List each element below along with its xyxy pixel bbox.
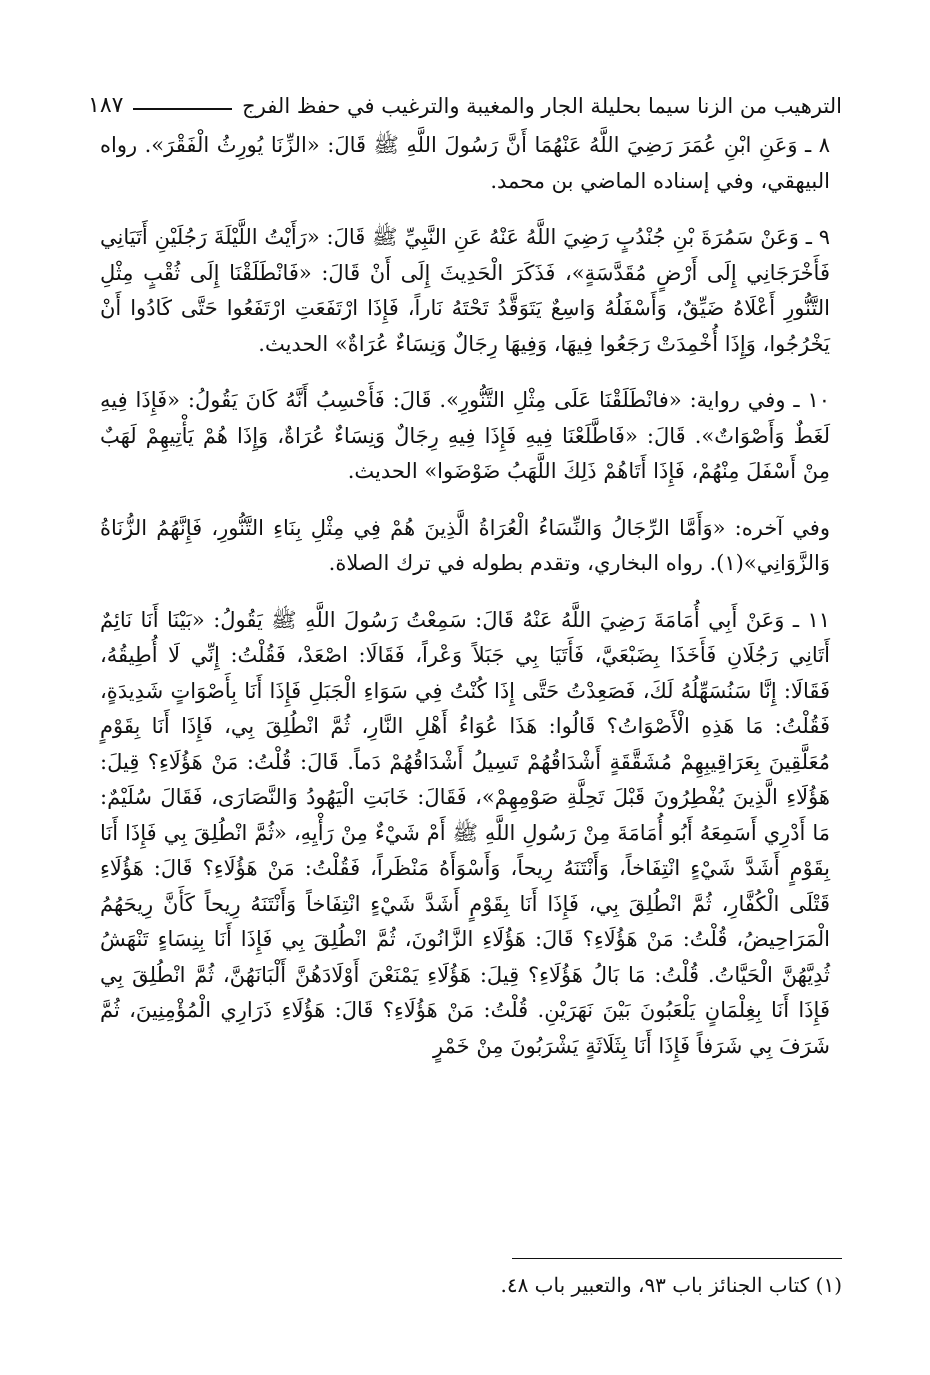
hadith-10: ١٠ ـ وفي رواية: «فانْطَلَقْنَا عَلَى مِثْلِ التَّنُّورِ». قَالَ: فَأَحْسِبُ أَنَّهُ كَانَ يَقُولُ: «فَإِذَا فِيهِ لَغَطٌ وَأَصْوَاتٌ». قَالَ: «فَاطَّلَعْنَا فِيهِ فَإِذَا فِيهِ رِجَالٌ وَنِسَاءٌ عُرَاةٌ، وَإِذَا هُمْ يَأْتِيهِمْ لَهَبٌ مِنْ أَسْفَلَ مِنْهُمْ، فَإِذَا أَتَاهُمْ ذَلِكَ اللَّهَبُ ضَوْضَوا» الحديث. — [100, 388, 830, 483]
footnote — [88, 1270, 842, 1300]
footnote-text: كتاب الجنائز باب ٩٣، والتعبير باب ٤٨. — [500, 1273, 810, 1297]
running-header — [88, 78, 842, 118]
page-number: ١٨٧ — [88, 93, 124, 118]
footnote-separator — [512, 1258, 842, 1259]
hadith-11: ١١ ـ وَعَنْ أَبِي أُمَامَةَ رَضِيَ اللَّهُ عَنْهُ قَالَ: سَمِعْتُ رَسُولَ اللَّهِ ﷺ يَقُولُ: «بَيْنَا أَنَا نَائِمٌ أَتَانِي رَجُلَانِ فَأَخَذَا بِضَبْعَيَّ، فَأَتَيَا بِي جَبَلاً وَعْراً، فَقَالَا: اصْعَدْ، فَقُلْتُ: إِنِّي لَا أُطِيقُهُ، فَقَالَا: إِنَّا سَنُسَهِّلُهُ لَكَ، فَصَعِدْتُ حَتَّى إِذَا كُنْتُ فِي سَوَاءِ الْجَبَلِ فَإِذَا أَنَا بِأَصْوَاتٍ شَدِيدَةٍ، فَقُلْتُ: مَا هَذِهِ الْأَصْوَاتُ؟ قَالُوا: هَذَا عُوَاءُ أَهْلِ النَّارِ، ثُمَّ انْطُلِقَ بِي، فَإِذَا أَنَا بِقَوْمٍ مُعَلَّقِينَ بِعَرَاقِيبِهِمْ مُشَقَّقَةٍ أَشْدَاقُهُمْ تَسِيلُ أَشْدَاقُهُمْ دَماً. قَالَ: قُلْتُ: مَنْ هَؤُلَاءِ؟ قِيلَ: هَؤُلَاءِ الَّذِينَ يُفْطِرُونَ قَبْلَ تَحِلَّةِ صَوْمِهِمْ»، فَقَالَ: خَابَتِ الْيَهُودُ وَالنَّصَارَى، فَقَالَ سُلَيْمٌ: مَا أَدْرِي أَسَمِعَهُ أَبُو أُمَامَةَ مِنْ رَسُولِ اللَّهِ ﷺ أَمْ شَيْءٌ مِنْ رَأْيِهِ، «ثُمَّ انْطُلِقَ بِي فَإِذَا أَنَا بِقَوْمٍ أَشَدَّ شَيْءٍ انْتِفَاخاً، وَأَنْتَنَهُ رِيحاً، وَأَسْوَأَهُ مَنْظَراً، فَقُلْتُ: مَنْ هَؤُلَاءِ؟ قَالَ: هَؤُلَاءِ قَتْلَى الْكُفَّارِ، ثُمَّ انْطُلِقَ بِي، فَإِذَا أَنَا بِقَوْمٍ أَشَدَّ شَيْءٍ انْتِفَاخاً وَأَنْتَنَهُ رِيحاً كَأَنَّ رِيحَهُمُ الْمَرَاحِيضُ، قُلْتُ: مَنْ هَؤُلَاءِ؟ قَالَ: هَؤُلَاءِ الزَّانُونَ، ثُمَّ انْطُلِقَ بِي فَإِذَا أَنَا بِنِسَاءٍ تَنْهَشُ ثُدِيَّهُنَّ الْحَيَّاتُ. قُلْتُ: مَا بَالُ هَؤُلَاءِ؟ قِيلَ: هَؤُلَاءِ يَمْنَعْنَ أَوْلَادَهُنَّ أَلْبَانَهُنَّ، ثُمَّ انْطُلِقَ بِي فَإِذَا أَنَا بِغِلْمَانٍ يَلْعَبُونَ بَيْنَ نَهَرَيْنِ. قُلْتُ: مَنْ هَؤُلَاءِ؟ قَالَ: هَؤُلَاءِ ذَرَارِي الْمُؤْمِنِينَ، ثُمَّ شَرَفَ بِي شَرَفاً فَإِذَا أَنَا بِثَلَاثَةٍ يَشْرَبُونَ مِنْ خَمْرٍ — [100, 607, 830, 1058]
footnote-marker: (١) — [815, 1273, 842, 1297]
header-rule — [133, 108, 232, 110]
hadith-8: ٨ ـ وَعَنِ ابْنِ عُمَرَ رَضِيَ اللَّهُ عَنْهُمَا أَنَّ رَسُولَ اللَّهِ ﷺ قَالَ: «الزِّنَا يُورِثُ الْفَقْرَ». رواه البيهقي، وفي إسناده الماضي بن محمد. — [100, 133, 830, 193]
page-body — [100, 128, 830, 1064]
header-title: الترهيب من الزنا سيما بحليلة الجار والمغيبة والترغيب في حفظ الفرج — [242, 94, 842, 118]
hadith-10-ending: وفي آخره: «وَأَمَّا الرِّجَالُ وَالنِّسَاءُ الْعُرَاةُ الَّذِينَ هُمْ فِي مِثْلِ بِنَاءِ التَّنُّورِ، فَإِنَّهُمُ الزُّنَاةُ وَالزَّوَانِي»(١). رواه البخاري، وتقدم بطوله في ترك الصلاة. — [100, 515, 830, 575]
hadith-9: ٩ ـ وَعَنْ سَمُرَةَ بْنِ جُنْدُبٍ رَضِيَ اللَّهُ عَنْهُ عَنِ النَّبِيِّ ﷺ قَالَ: «رَأَيْتُ اللَّيْلَةَ رَجُلَيْنِ أَتَيَانِي فَأَخْرَجَانِي إِلَى أَرْضٍ مُقَدَّسَةٍ»، فَذَكَرَ الْحَدِيثَ إِلَى أَنْ قَالَ: «فَانْطَلَقْنَا إِلَى ثُقْبٍ مِثْلِ التَّنُّورِ أَعْلَاهُ ضَيِّقٌ، وَأَسْفَلُهُ وَاسِعٌ يَتَوَقَّدُ تَحْتَهُ نَاراً، فَإِذَا ارْتَفَعَتِ ارْتَفَعُوا حَتَّى كَادُوا أَنْ يَخْرُجُوا، وَإِذَا أُخْمِدَتْ رَجَعُوا فِيهَا، وَفِيهَا رِجَالٌ وَنِسَاءٌ عُرَاةٌ» الحديث. — [100, 225, 830, 356]
